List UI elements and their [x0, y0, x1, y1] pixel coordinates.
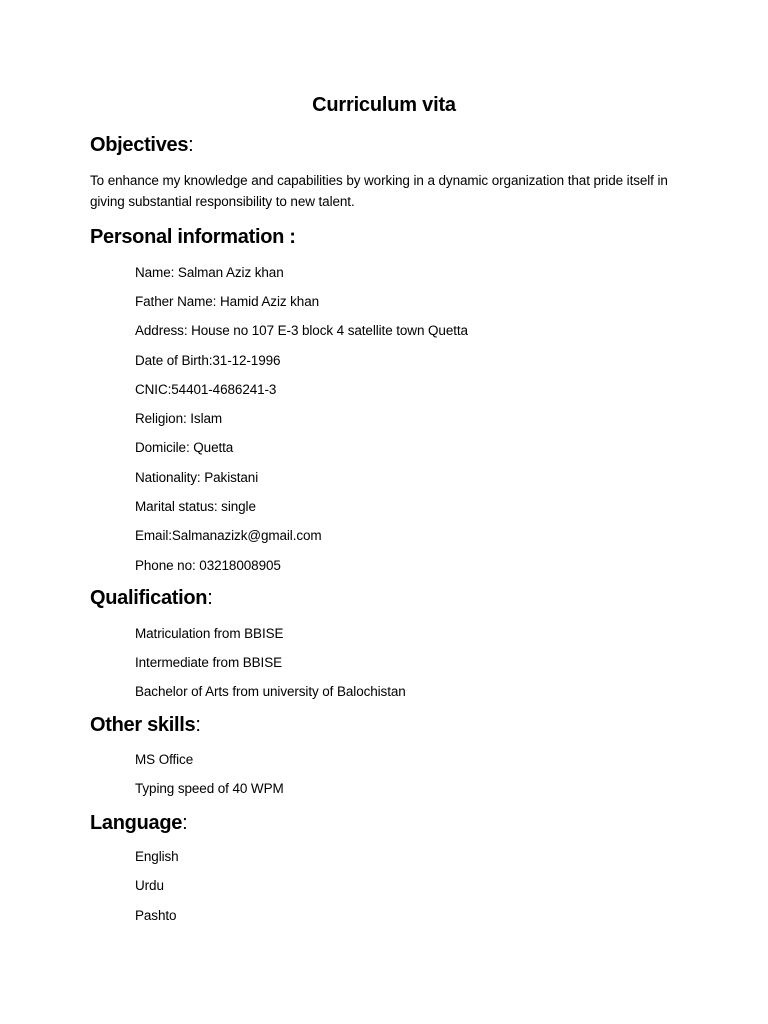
personal-item-name: Name: Salman Aziz khan [135, 265, 284, 280]
qualification-item-bachelor: Bachelor of Arts from university of Balochistan [135, 684, 406, 699]
language-heading-colon: : [182, 812, 188, 834]
personal-item-email: Email:Salmanazizk@gmail.com [135, 528, 322, 543]
objectives-text: To enhance my knowledge and capabilities by working in a dynamic organization that pride itself in giving substantial responsibility to new talent. [90, 173, 668, 209]
skills-item-ms-office: MS Office [135, 752, 194, 767]
language-heading [90, 812, 187, 835]
personal-item-cnic: CNIC:54401-4686241-3 [135, 382, 277, 397]
personal-information-heading: Personal information : [90, 226, 296, 248]
qualification-heading [90, 587, 213, 610]
personal-item-marital-status: Marital status: single [135, 499, 256, 514]
language-heading-text: Language [90, 812, 183, 834]
qualification-heading-colon: : [207, 587, 213, 609]
qualification-item-intermediate: Intermediate from BBISE [135, 655, 283, 670]
skills-item-typing-speed: Typing speed of 40 WPM [135, 781, 284, 796]
objectives-heading-text: Objectives [90, 134, 189, 156]
qualification-heading-text: Qualification [90, 587, 208, 609]
document-title: Curriculum vita [312, 94, 456, 116]
personal-item-phone: Phone no: 03218008905 [135, 558, 281, 573]
objectives-heading [90, 134, 193, 157]
language-item-urdu: Urdu [135, 878, 164, 893]
personal-item-date-of-birth: Date of Birth:31-12-1996 [135, 353, 281, 368]
personal-item-nationality: Nationality: Pakistani [135, 470, 259, 485]
personal-item-address: Address: House no 107 E-3 block 4 satellite town Quetta [135, 323, 468, 338]
personal-item-father-name: Father Name: Hamid Aziz khan [135, 294, 320, 309]
language-item-english: English [135, 849, 179, 864]
language-item-pashto: Pashto [135, 908, 177, 923]
other-skills-heading [90, 714, 201, 737]
personal-item-domicile: Domicile: Quetta [135, 440, 234, 455]
qualification-item-matriculation: Matriculation from BBISE [135, 626, 284, 641]
personal-item-religion: Religion: Islam [135, 411, 223, 426]
other-skills-heading-text: Other skills [90, 714, 196, 736]
objectives-heading-colon: : [188, 134, 194, 156]
other-skills-heading-colon: : [195, 714, 201, 736]
